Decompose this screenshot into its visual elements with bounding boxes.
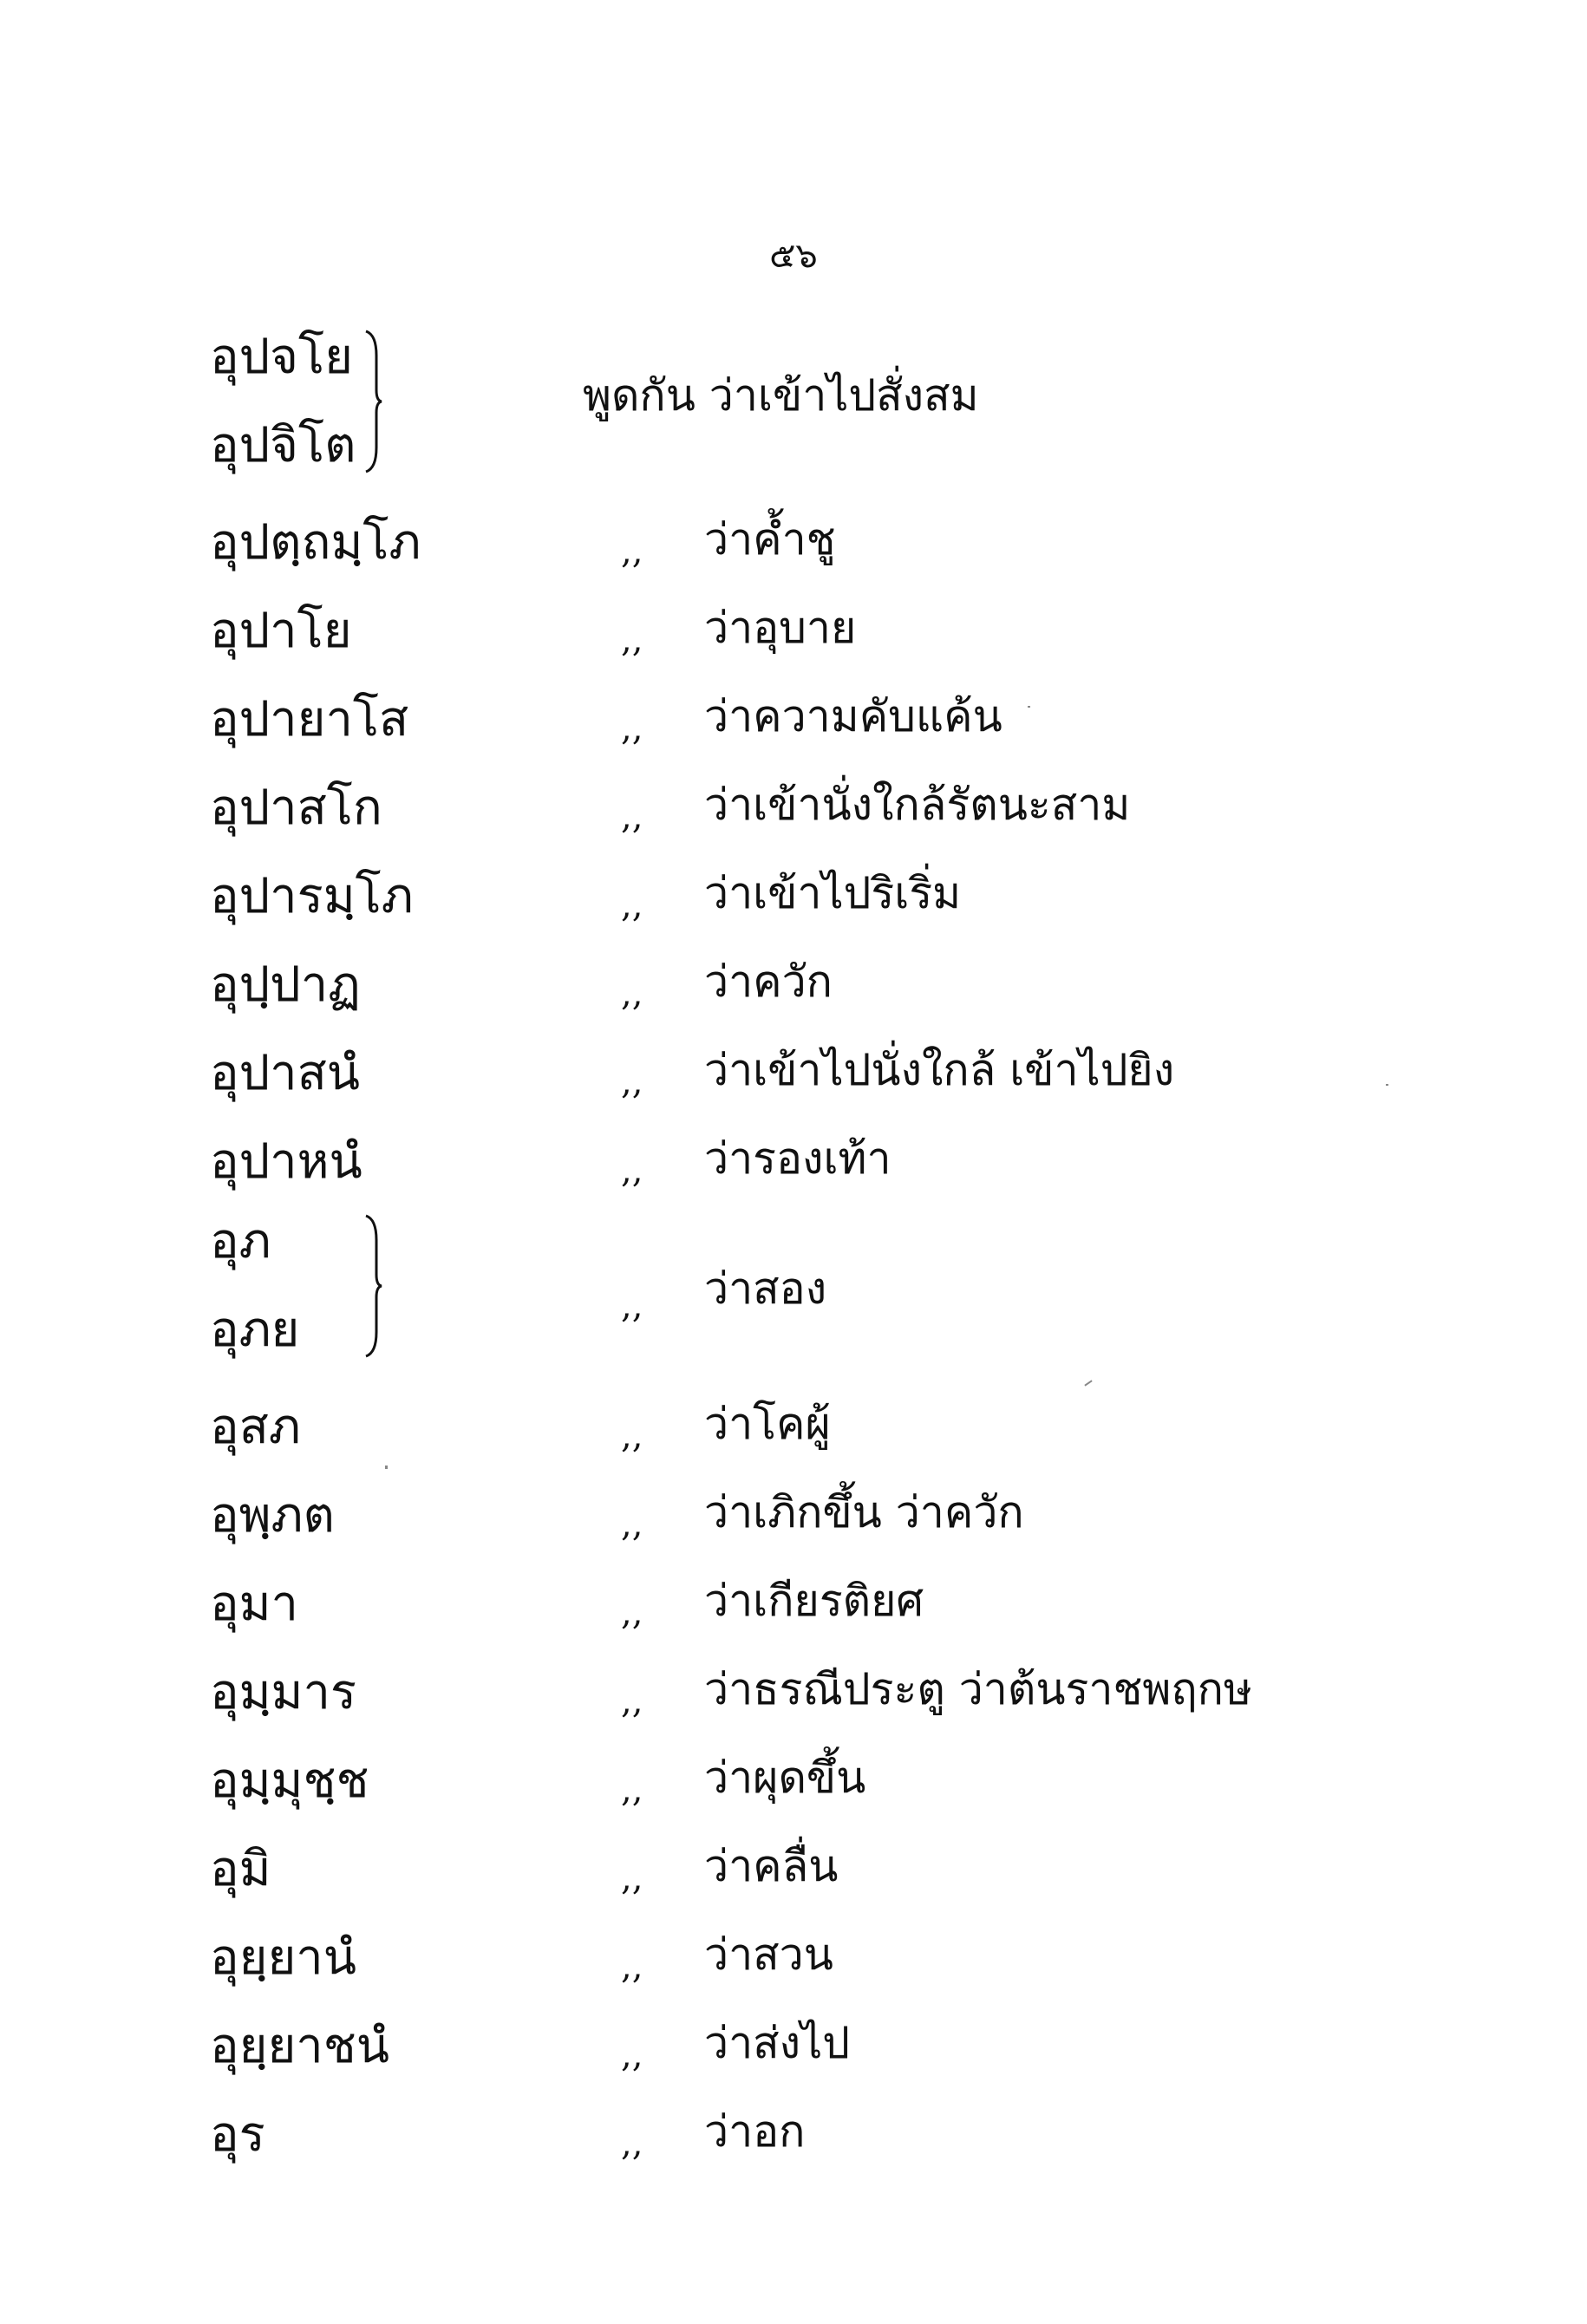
entry-term: อุภ (210, 1213, 271, 1270)
entry-meaning: ว่าธรณีประตู ว่าต้นราชพฤกษ (704, 1664, 1252, 1714)
ditto-mark: ,, (621, 885, 643, 925)
ditto-mark: ,, (621, 2124, 643, 2164)
ditto-mark: ,, (621, 1681, 643, 1721)
entry-term: อุพฺภต (210, 1487, 335, 1544)
scan-speck (1386, 1084, 1388, 1086)
entry-term: อุมา (210, 1576, 298, 1632)
entry-meaning: ว่ารองเท้า (704, 1133, 891, 1184)
entry-term: อุปจโย (210, 329, 353, 385)
dictionary-entry-group (0, 1207, 1587, 1384)
entry-meaning: ว่าส่งไป (704, 2018, 850, 2068)
entry-meaning: ว่าผุดขึ้น (704, 1753, 866, 1803)
ditto-mark: ,, (621, 1062, 643, 1102)
entry-meaning: ว่าค้ำชู (704, 514, 836, 565)
dictionary-entry (0, 676, 1587, 765)
ditto-mark: ,, (621, 1593, 643, 1633)
entry-meaning: ว่าควัก (704, 956, 833, 1007)
entry-meaning: พูดกัน ว่าเข้าไปสั่งสม (583, 370, 979, 421)
dictionary-entry (0, 2003, 1587, 2092)
entry-meaning: ว่าเกียรติยศ (704, 1576, 924, 1626)
page-number: ๕๖ (769, 236, 818, 276)
entry-meaning: ว่าสวน (704, 1929, 833, 1980)
scan-speck (385, 1466, 388, 1469)
dictionary-entry (0, 1826, 1587, 1915)
entry-term: อุมิ (210, 1841, 271, 1897)
ditto-mark: ,, (621, 532, 643, 571)
entry-term: อุปายาโส (210, 691, 409, 747)
entry-term: อุมฺมุชฺช (210, 1753, 369, 1809)
entry-meaning: ว่าโคผู้ (704, 1399, 831, 1449)
entry-term: อุปาโย (210, 603, 352, 659)
ditto-mark: ,, (621, 1770, 643, 1810)
scan-speck (1028, 706, 1030, 708)
dictionary-entry (0, 2092, 1587, 2180)
entry-term: อุปฺปาฏ (210, 956, 361, 1013)
dictionary-entry (0, 1472, 1587, 1561)
entry-term: อุยฺยาชนํ (210, 2018, 389, 2074)
ditto-mark: ,, (621, 974, 643, 1014)
entry-term: อุยฺยานํ (210, 1929, 356, 1986)
dictionary-entry (0, 1915, 1587, 2003)
ditto-mark: ,, (621, 1505, 643, 1544)
dictionary-entry (0, 942, 1587, 1030)
entry-meaning: ว่าอก (704, 2106, 806, 2157)
entry-term: อุปารมฺโภ (210, 868, 414, 924)
entry-term: อุมฺมาร (210, 1664, 356, 1720)
entry-meaning: ว่าสอง (704, 1263, 827, 1314)
dictionary-entry (0, 1030, 1587, 1119)
dictionary-entry (0, 1561, 1587, 1649)
ditto-mark: ,, (621, 1286, 643, 1326)
entry-meaning: ว่าเข้าไปริเริ่ม (704, 868, 962, 918)
entry-meaning: ว่าเข้านั่งใกล้รัตนะสาม (704, 780, 1131, 830)
entry-meaning: ว่าเภิกขึ้น ว่าควัก (704, 1487, 1024, 1537)
entry-term: อุร (210, 2106, 265, 2163)
entry-meaning: ว่าอุบาย (704, 603, 857, 653)
dictionary-entry-group (0, 323, 1587, 499)
ditto-mark: ,, (621, 708, 643, 748)
ditto-mark: ,, (621, 1151, 643, 1191)
grouping-brace (364, 330, 383, 473)
entry-term: อุปจิโต (210, 417, 356, 473)
entry-term: อุปาสโก (210, 780, 382, 836)
dictionary-entries (0, 323, 1587, 2180)
entry-meaning: ว่าคลื่น (704, 1841, 839, 1891)
ditto-mark: ,, (621, 1858, 643, 1898)
ditto-mark: ,, (621, 1947, 643, 1987)
entry-term: อุปาสนํ (210, 1045, 361, 1101)
ditto-mark: ,, (621, 2035, 643, 2075)
entry-term: อุปาหนํ (210, 1133, 362, 1190)
entry-meaning: ว่าเข้าไปนั่งใกล้ เข้าไปยิง (704, 1045, 1175, 1095)
dictionary-entry (0, 1649, 1587, 1738)
dictionary-entry (0, 765, 1587, 853)
dictionary-entry (0, 588, 1587, 676)
entry-term: อุสภ (210, 1399, 301, 1455)
dictionary-entry (0, 1738, 1587, 1826)
ditto-mark: ,, (621, 1416, 643, 1456)
ditto-mark: ,, (621, 620, 643, 660)
dictionary-entry (0, 853, 1587, 942)
dictionary-entry (0, 499, 1587, 588)
ditto-mark: ,, (621, 797, 643, 837)
dictionary-entry (0, 1384, 1587, 1472)
entry-term: อุภย (210, 1302, 300, 1358)
grouping-brace (364, 1214, 383, 1358)
entry-term: อุปตฺถมฺโภ (210, 514, 421, 571)
dictionary-entry (0, 1119, 1587, 1207)
entry-meaning: ว่าความคับแค้น (704, 691, 1002, 741)
